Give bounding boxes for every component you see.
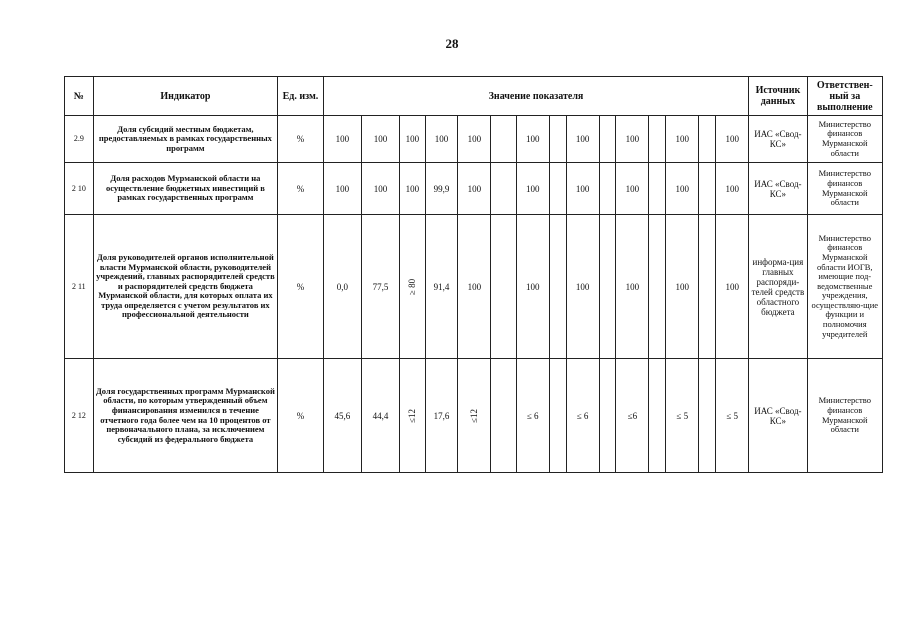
row-value: 100: [425, 116, 458, 163]
row-value: 100: [716, 163, 749, 215]
row-value: 100: [361, 163, 399, 215]
row-number: 2.9: [65, 116, 94, 163]
empty-cell: [599, 163, 616, 215]
row-value: 100: [616, 163, 649, 215]
row-value: 100: [566, 116, 599, 163]
header-value: Значение показателя: [323, 77, 748, 116]
row-source: ИАС «Свод-КС»: [749, 163, 807, 215]
row-value: 100: [616, 215, 649, 359]
empty-cell: [599, 116, 616, 163]
row-value: 100: [361, 116, 399, 163]
row-value: 100: [458, 163, 491, 215]
header-source: Источник данных: [749, 77, 807, 116]
page-number: 28: [445, 36, 459, 51]
row-value: 100: [666, 215, 699, 359]
row-responsible: Министерство финансов Мурманской области: [807, 359, 882, 473]
row-value-vertical: [458, 359, 491, 473]
row-value: 100: [566, 163, 599, 215]
row-value: 100: [666, 163, 699, 215]
empty-cell: [649, 116, 666, 163]
row-value: 44,4: [361, 359, 399, 473]
empty-cell: [549, 116, 566, 163]
row-value: 100: [323, 163, 361, 215]
row-unit: %: [278, 359, 324, 473]
row-value: 100: [323, 116, 361, 163]
header-indicator: Индикатор: [93, 77, 278, 116]
row-value: 91,4: [425, 215, 458, 359]
row-responsible: Министерство финансов Мурманской области: [807, 163, 882, 215]
row-indicator: Доля расходов Мурманской области на осуществление бюджетных инвестиций в рамках государственных программ: [93, 163, 278, 215]
row-value: 45,6: [323, 359, 361, 473]
empty-cell: [599, 215, 616, 359]
row-source: ИАС «Свод-КС»: [749, 116, 807, 163]
indicator-table: [64, 76, 883, 473]
header-unit: Ед. изм.: [278, 77, 324, 116]
row-number: 2 12: [65, 359, 94, 473]
row-value-vertical: [400, 359, 425, 473]
empty-cell: [549, 215, 566, 359]
row-number: 2 11: [65, 215, 94, 359]
row-value: 100: [716, 215, 749, 359]
row-value: ≤12: [407, 408, 418, 423]
row-value: 77,5: [361, 215, 399, 359]
row-number: 2 10: [65, 163, 94, 215]
row-unit: %: [278, 215, 324, 359]
row-value: ≥ 80: [407, 278, 418, 295]
row-value: ≤ 5: [666, 359, 699, 473]
empty-cell: [549, 163, 566, 215]
table-row: [65, 116, 883, 163]
row-value: ≤ 6: [566, 359, 599, 473]
row-value: 100: [400, 116, 425, 163]
row-source: ИАС «Свод-КС»: [749, 359, 807, 473]
row-value: 100: [616, 116, 649, 163]
row-value: 100: [516, 163, 549, 215]
empty-cell: [491, 163, 516, 215]
row-unit: %: [278, 163, 324, 215]
table-row: [65, 359, 883, 473]
empty-cell: [491, 359, 516, 473]
row-value: 99,9: [425, 163, 458, 215]
row-responsible: Министерство финансов Мурманской области ИОГВ, имеющие под-ведомственные учреждения, осуществляю-щие функции и полномочия учредителей: [807, 215, 882, 359]
table-row: [65, 215, 883, 359]
row-unit: %: [278, 116, 324, 163]
empty-cell: [491, 215, 516, 359]
empty-cell: [649, 359, 666, 473]
row-value: 100: [666, 116, 699, 163]
empty-cell: [699, 163, 716, 215]
header-responsible: Ответствен-ный за выполнение: [807, 77, 882, 116]
empty-cell: [649, 215, 666, 359]
row-value: ≤6: [616, 359, 649, 473]
row-value-vertical: [400, 215, 425, 359]
row-indicator: Доля руководителей органов исполнительной власти Мурманской области, руководителей учреждений, главных распорядителей средств и распорядителей средств бюджета Мурманской области, для которых оплата их труда определяется с учетом результатов их профессиональной деятельности: [93, 215, 278, 359]
row-value: ≤ 5: [716, 359, 749, 473]
row-value: ≤ 6: [516, 359, 549, 473]
row-value: 100: [516, 116, 549, 163]
empty-cell: [699, 215, 716, 359]
empty-cell: [699, 359, 716, 473]
row-value: 100: [566, 215, 599, 359]
empty-cell: [699, 116, 716, 163]
row-value: 100: [716, 116, 749, 163]
empty-cell: [491, 116, 516, 163]
header-num: №: [65, 77, 94, 116]
table-header-row: [65, 77, 883, 116]
row-value: 100: [458, 215, 491, 359]
table-row: [65, 163, 883, 215]
empty-cell: [599, 359, 616, 473]
row-value: 100: [516, 215, 549, 359]
row-source: информа-ция главных распоряди-телей средств областного бюджета: [749, 215, 807, 359]
row-responsible: Министерство финансов Мурманской области: [807, 116, 882, 163]
row-value: 100: [458, 116, 491, 163]
row-value: ≤12: [469, 408, 480, 423]
empty-cell: [549, 359, 566, 473]
empty-cell: [649, 163, 666, 215]
row-value: 0,0: [323, 215, 361, 359]
row-indicator: Доля государственных программ Мурманской области, по которым утвержденный объем финансирования изменился в течение отчетного года более чем на 10 процентов от первоначального плана, за исключением субсидий из федерального бюджета: [93, 359, 278, 473]
row-value: 100: [400, 163, 425, 215]
row-indicator: Доля субсидий местным бюджетам, предоставляемых в рамках государственных программ: [93, 116, 278, 163]
row-value: 17,6: [425, 359, 458, 473]
